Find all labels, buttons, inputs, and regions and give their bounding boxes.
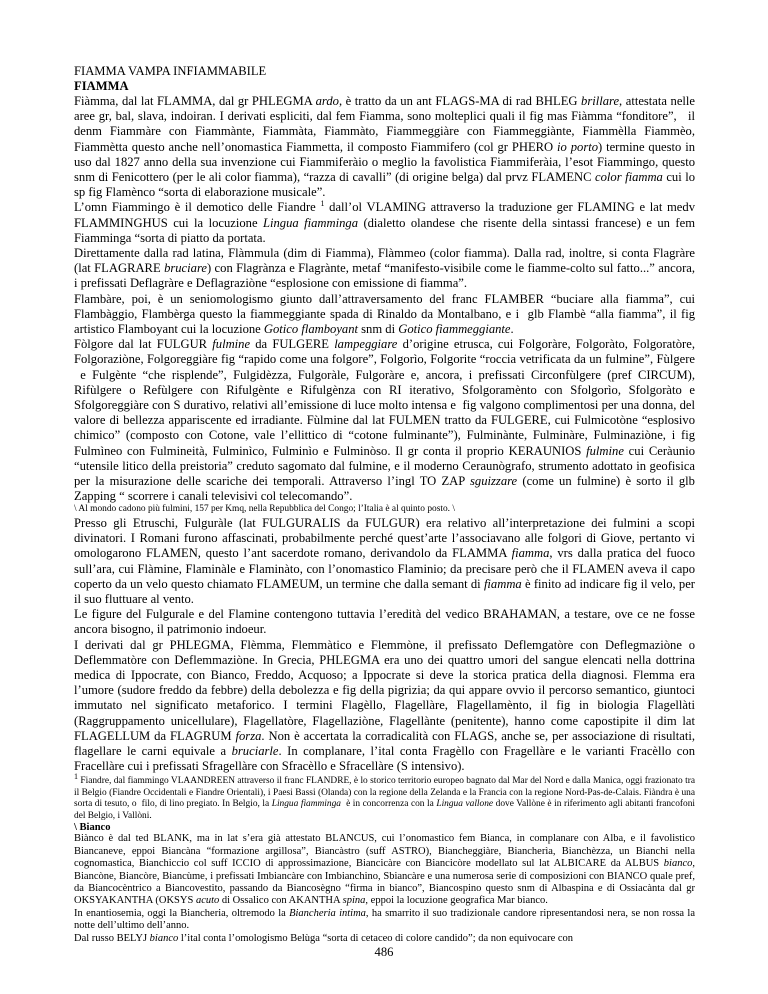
paragraph: Presso gli Etruschi, Fulguràle (lat FULGURALIS da FULGUR) era relativo all’interpretazione dei fulmini a scopi divinatori. I Romani furono affascinati, probabilmente perché quest’arte l’associavano alle folgori di Giove, pertanto vi omologarono FLAMEN, questo l’ant sacerdote romano, derivandolo da FLAMMA fiamma, vrs dalla pratica del fuoco sull’ara, cui Flàmine, Flaminàle e Flaminàto, con l’onomastico Flaminio; da precisare però che il FLAMEN aveva il capo coperto da un velo questo chiamato FLAMEUM, un termine che dalla semant di fiamma è finito ad indicare fig il velo, per il suo fluttuare al vento. <box>74 515 696 606</box>
page-number: 486 <box>374 945 394 959</box>
document-body <box>74 64 695 945</box>
paragraph: Biànco è dal ted BLANK, ma in lat s’era già attestato BLANCUS, cui l’onomastico fem Bianca, in complanare con Alba, e il favolistico Biancaneve, eppoi Biancàna “formazione argillosa”, Biancàstro (suff ASTRO), Biancheggiàre, Biancherìa, Bianchèzza, un Bianchi nella cognomastica, Bianchiccio col suff ICCIO di approssimazione, Biancicàre con Biancicòre modellato sul lat ALBICARE da ALBUS bianco, Biancòne, Biancòre, Biancùme, i prefissati Imbiancàre con Imbianchino, Sbiancàre e una numerosa serie di composizioni con BIANCO quale pref, da Biancocèntrico a Biancovestito, passando da Biancosègno “firma in bianco”, Biancospino questo snm di Albaspina e di Ossiacànta dal gr OKSYAKANTHA (OKSYS acuto di Ossalico con AKANTHA spina, eppoi la locuzione geografica Mar bianco. <box>74 833 695 907</box>
inline-note: \ Al mondo cadono più fulmini, 157 per Kmq, nella Repubblica del Congo; l’Italia è al quinto posto. \ <box>74 504 455 515</box>
paragraph: I derivati dal gr PHLEGMA, Flèmma, Flemmàtico e Flemmòne, il prefissato Deflemgatòre con Deflegmaziòne o Deflemmatòre con Deflemmaziòne. In Grecia, PHLEGMA era uno dei quattro umori del sangue elencati nella dottrina medica di Ippocrate, con Bianco, Freddo, Acquoso; a Ippocrate si deve la storica pratica della diagnosi. Flemma era l’umore (sudore freddo da febbre) della debolezza e fig della pigrizia; da qui appare ovvio il percorso semantico, giuntoci immutato nel significato metaforico. I termini Flagèllo, Flagellàre, Flagellamènto, il fig in biologia Flagellàti (Raggruppamento unicellulare), Flagellatòre, Flagellaziòne, Flagellànte (penitente), hanno come capostipite il dim lat FLAGELLUM da FLAGRUM forza. Non è accertata la corradicalità con FLAGS, anche se, per associazione di risultati, flagellare le carni equivale a bruciarle. In complanare, l’ital conta Fragèllo con Fragellàre e le varianti Fracèllo con Fracellàre cui i prefissati Sfragellàre con Sfracèllo e Sfracellàre (S intensivo). <box>74 637 696 774</box>
paragraph: Fòlgore dal lat FULGUR fulmine da FULGERE lampeggiare d’origine etrusca, cui Folgoràre, Folgoràto, Folgoratòre, Folgoraziòne, Folgoreggiàre fig “rapido come una folgore”, Folgorìo, Folgorite “roccia vetrificata da un fulmine”, Fùlgere e Fulgènte “che risplende”, Fulgidèzza, Fulgoràle, Fulgoràre e, ancora, i prefissati Circonfùlgere (pref CIRCUM), Rifùlgere o Refùlgere con Rifulgènte e Rifulgènza con RI iterativo, Sfolgoramènto con Sfolgorìo, Sfolgoràto e Sfolgoreggiàre con S durativo, relativi all’emissione di luce molto intensa e fig valgono complimentosi per una donna, del valore di bellezza appariscente ed irradiante. Fùlmine dal lat FULMEN tratto da FULGERE, cui Fulmicotòne “esplosivo chimico” (composto con Cotone, vale l’ellittico di “cotone fulminante”), Fulminànte, Fulminàre, Fulminaziòne, i fig Fulmìneo con Fulmineità, Fulminìco, Fulminìo e Fulminòso. Il gr conta il proprio KERAUNIOS fulmine cui Ceràunio “utensile litico della preistoria” creduto sagomato dal fulmine, e il moderno Ceraunògrafo, strumento adottato in geofisica per la misurazione delle scariche dei temporali. Attraverso l’ingl TO ZAP sguizzare (come un fulmine) è sorto il glb Zapping “ scorrere i canali televisivi col telecomando”. <box>74 337 695 504</box>
section-heading-fiamma: FIAMMA <box>74 79 129 93</box>
footnote: $^1$ Fiandre, dal fiammingo VLAANDREEN attraverso il franc FLANDRE, è lo storico territorio europeo bagnato dal Mar del Nord e dalla Manica, oggi frazionato tra il Belgio (Fiandre Occidentali e Fiandre Orientali), i Paesi Bassi (Olanda) con la regione della Zelanda e la Francia con la regione Nord-Pas-de-Calais. Fiàndra è una sorta di tesuto, o filo, di lino pregiato. In Belgio, la Lingua fiamminga è in concorrenza con la Lingua vallone dove Vallòne è in riferimento agli abitanti francofoni del Belgio, i Vallòni. <box>74 772 695 821</box>
paragraph: Fiàmma, dal lat FLAMMA, dal gr PHLEGMA ardo, è tratto da un ant FLAGS-MA di rad BHLEG brillare, attestata nelle aree gr, bal, slava, indoiran. I derivati espliciti, dal fem Fiamma, sono molteplici quali il fig mas Fiàmma “fonditore”, il denm Fiammàre con Fiammànte, Fiammàta, Fiammàto, Fiammeggiàre con Fiammeggiànte, Fiammèlla Fiammèo, Fiammètta questo anche nell’onomastica Fiammetta, il composto Fiammifero (col gr PHERO io porto) termine questo in uso dal 1827 anno della sua invenzione cui Fiammiferàio o meglio la favolistica Fiammiferàia, l’esot Fiammingo, questo snm di Fenicottero (per le ali color fiamma), “razza di cavalli” (di origine belga) dal prvz FLAMENC color fiamma cui lo sp fig Flamènco “sorta di elaborazione musicale”. <box>74 94 695 200</box>
paragraph: Dal russo BELYJ bianco l’ital conta l’omologismo Belùga “sorta di cetaceo di colore candido”; da non equivocare con <box>74 932 574 944</box>
paragraph: Direttamente dalla rad latina, Flàmmula (dim di Fiamma), Flàmmeo (color fiamma). Dalla rad, inoltre, si conta Flagràre (lat FLAGRARE bruciare) con Flagrànza e Flagrànte, metaf “manifesto-visibile come le fiamme-colto sul fatto...” ancora, i prefissati Deflagràre e Deflagraziòne “esplosione con emissione di fiamma”. <box>74 246 695 291</box>
paragraph: L’omn Fiammingo è il demotico delle Fiandre $^1$ dall’ol VLAMING attraverso la traduzione ger FLAMING e lat medv FLAMMINGHUS cui la locuzione Lingua fiamminga (dialetto olandese che risente della sintassi francese) e un fem Fiamminga “sorta di piatto da portata. <box>74 199 695 245</box>
document-title: FIAMMA VAMPA INFIAMMABILE <box>74 64 267 78</box>
paragraph: Le figure del Fulgurale e del Flamine contengono tuttavia l’eredità del vedico BRAHAMAN, a testare, ove ce ne fosse ancora bisogno, il patrimonio indoeur. <box>74 607 695 637</box>
section-heading-bianco: \ Bianco <box>74 821 111 833</box>
paragraph: Flambàre, poi, è un seniomologismo giunto dall’attraversamento del franc FLAMBER “buciare alla fiamma”, cui Flambàggio, Flambèrga questo la fiammeggiante spada di Rinaldo da Montalbano, e i glb Flambè “alla fiamma”, il fig artistico Flamboyant cui la locuzione Gotico flamboyant snm di Gotico fiammeggiante. <box>74 291 695 337</box>
paragraph: In enantiosemia, oggi la Biancheria, oltremodo la Biancheria intima, ha smarrito il suo tradizionale candore ripresentandosi nera, se non rossa la notte dell’ultimo dell’anno. <box>74 907 695 932</box>
